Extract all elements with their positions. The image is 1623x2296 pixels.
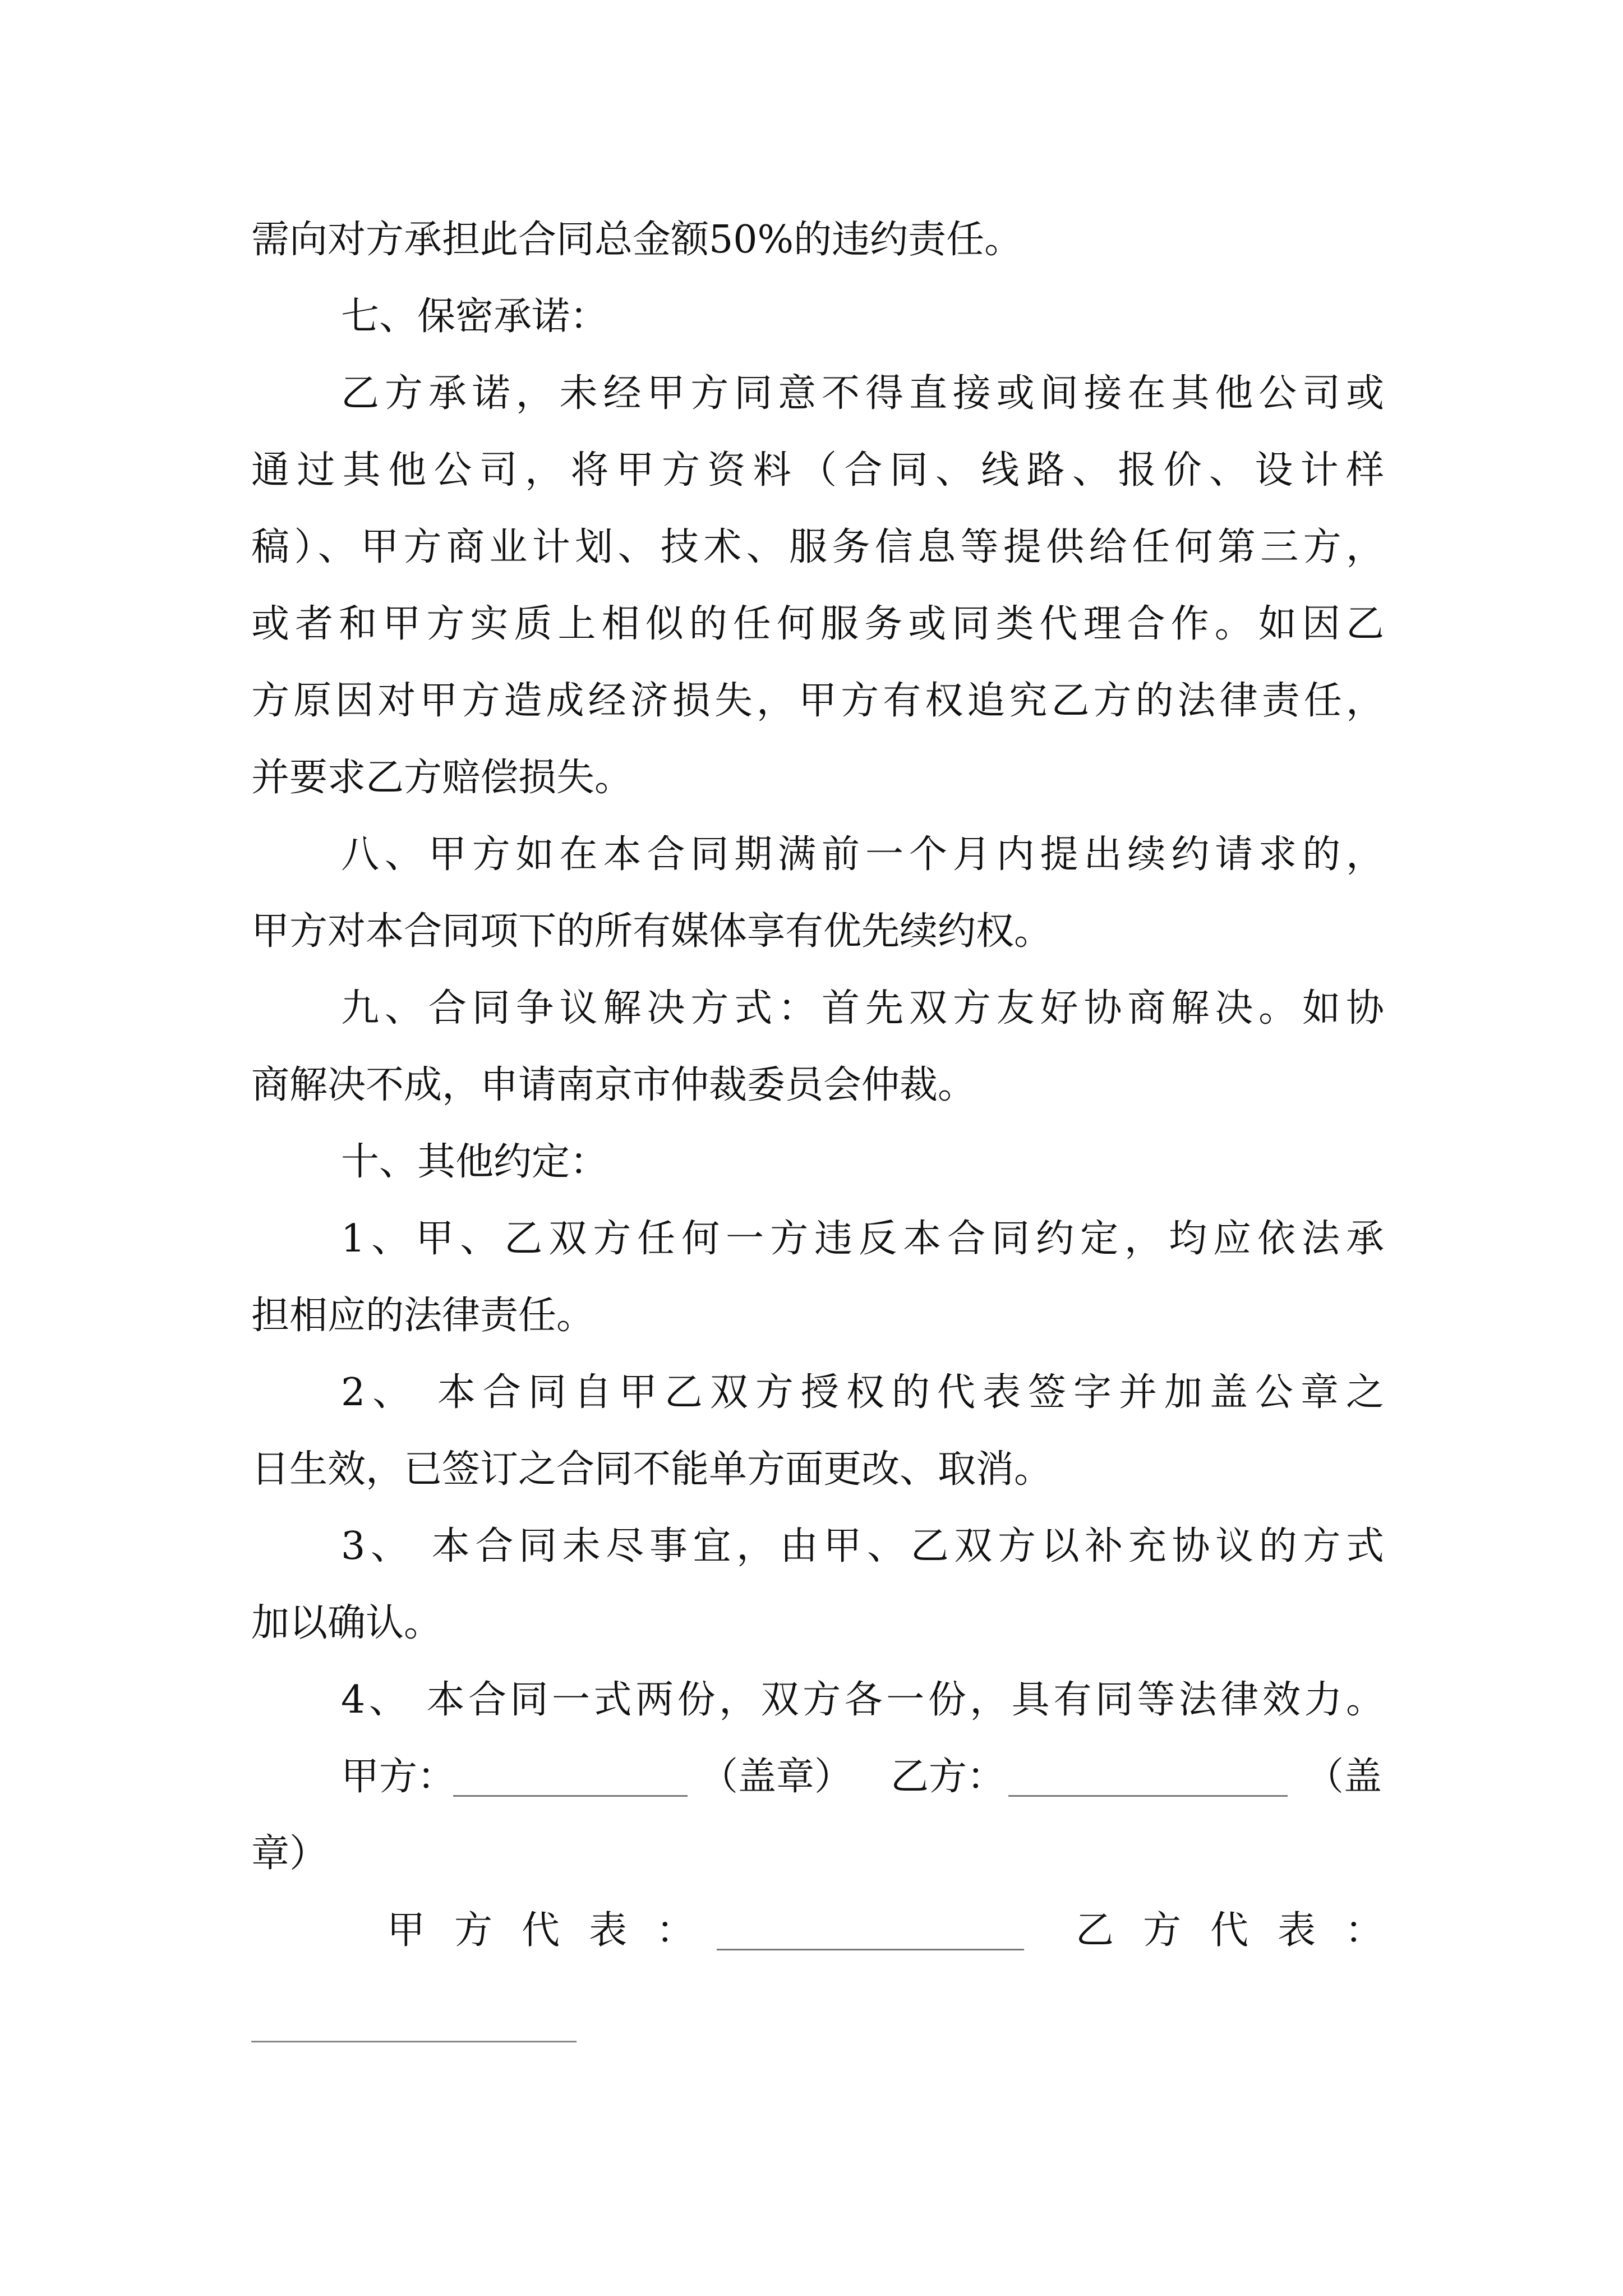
- clause-2-line-2: 日生效，已签订之合同不能单方面更改、取消。: [251, 1447, 1053, 1492]
- section-heading-renewal: 八、甲方如在本合同期满前一个月内提出续约请求的，: [341, 832, 1384, 877]
- clause-2-line-1: 2、 本合同自甲乙双方授权的代表签字并加盖公章之: [341, 1370, 1384, 1415]
- section-heading-dispute: 九、合同争议解决方式：首先双方友好协商解决。如协: [341, 986, 1384, 1030]
- clause-3-line-2: 加以确认。: [251, 1601, 442, 1645]
- party-a-signature-blank: [453, 1758, 688, 1797]
- signature-row-parties: [251, 1749, 1384, 1805]
- party-b-representative-blank: [251, 2041, 577, 2042]
- section-heading-confidentiality: 七、保密承诺：: [341, 295, 608, 339]
- party-b-signature-blank: [1008, 1758, 1288, 1797]
- section-heading-other: 十、其他约定：: [341, 1140, 608, 1184]
- party-a-representative-blank: [717, 1912, 1024, 1950]
- paragraph-line-3: 乙方承诺，未经甲方同意不得直接或间接在其他公司或: [341, 371, 1384, 416]
- clause-3-line-1: 3、 本合同未尽事宜，由甲、乙双方以补充协议的方式: [341, 1524, 1384, 1568]
- party-b-seal-label-part1: （盖: [1306, 1755, 1382, 1799]
- paragraph-line-8: 并要求乙方赔偿损失。: [251, 756, 633, 800]
- paragraph-line-4: 通过其他公司，将甲方资料（合同、线路、报价、设计样: [251, 448, 1384, 493]
- party-a-representative-label: 甲方代表：: [387, 1908, 724, 1953]
- paragraph-line-5: 稿）、甲方商业计划、技术、服务信息等提供给任何第三方，: [251, 525, 1384, 569]
- paragraph-line-1: 需向对方承担此合同总金额50%的违约责任。: [251, 218, 1023, 262]
- paragraph-line-10: 甲方对本合同项下的所有媒体享有优先续约权。: [251, 909, 1053, 954]
- clause-4-line-1: 4、 本合同一式两份，双方各一份，具有同等法律效力。: [341, 1678, 1384, 1722]
- signature-row-representatives: [251, 1903, 1413, 1959]
- paragraph-line-6: 或者和甲方实质上相似的任何服务或同类代理合作。如因乙: [251, 602, 1384, 646]
- paragraph-line-7: 方原因对甲方造成经济损失，甲方有权追究乙方的法律责任，: [251, 679, 1384, 723]
- party-a-label: 甲方：: [341, 1755, 456, 1799]
- party-b-representative-label: 乙方代表：: [1076, 1908, 1413, 1953]
- party-b-label: 乙方：: [891, 1755, 1006, 1799]
- paragraph-line-12: 商解决不成，申请南京市仲裁委员会仲裁。: [251, 1063, 976, 1107]
- party-a-seal-label: （盖章）: [700, 1755, 853, 1799]
- party-b-seal-label-part2: 章）: [251, 1832, 328, 1876]
- clause-1-line-2: 担相应的法律责任。: [251, 1294, 595, 1338]
- clause-1-line-1: 1、甲、乙双方任何一方违反本合同约定，均应依法承: [341, 1217, 1384, 1261]
